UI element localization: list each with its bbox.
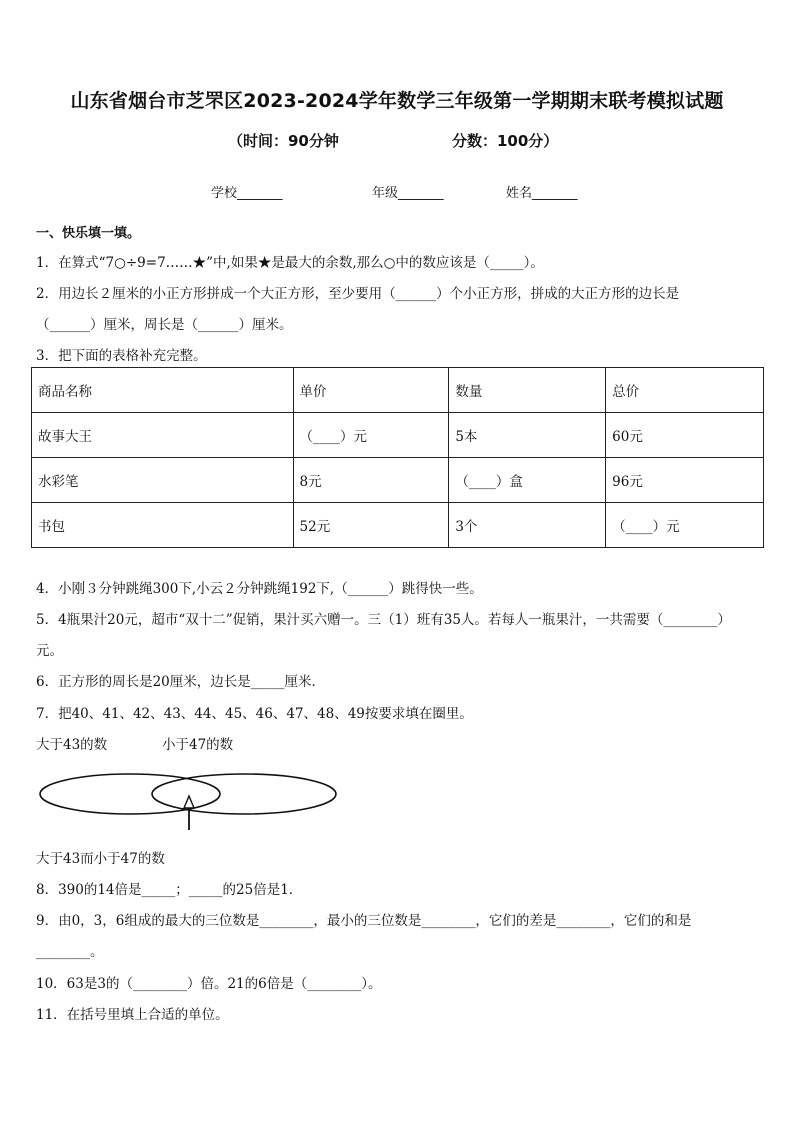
table-header-cell: 单价 [293,368,449,413]
table-header-cell: 商品名称 [32,368,294,413]
question-5-line-2: 元。 [36,643,63,659]
table-cell: （____）元 [606,503,764,548]
page-title: 山东省烟台市芝罘区2023-2024学年数学三年级第一学期期末联考模拟试题 [70,90,724,112]
venn-left-label: 大于43的数 [36,737,108,753]
table-cell: （____）盒 [449,458,606,503]
school-field: 学校_______ [211,186,283,201]
table-row [32,458,764,503]
table-cell: 96元 [606,458,764,503]
question-9-line-2: ________。 [36,944,104,960]
question-9-line-1: 9．由0，3，6组成的最大的三位数是________，最小的三位数是________，它们的差是________，它们的和是 [36,913,692,929]
table-row [32,413,764,458]
question-1: 1．在算式“7○÷9=7……★”中,如果★是最大的余数,那么○中的数应该是（_____）。 [36,255,544,271]
table-header-cell: 总价 [606,368,764,413]
venn-right-ellipse [152,774,336,814]
table-cell: 5本 [449,413,606,458]
time-limit: （时间：90分钟 [228,132,339,150]
question-11: 11．在括号里填上合适的单位。 [36,1007,229,1023]
table-header-row [32,368,764,413]
total-score: 分数：100分） [452,132,559,150]
arrow-up-icon [184,796,194,830]
grade-field: 年级_______ [372,186,444,201]
table-cell: 3个 [449,503,606,548]
table-row [32,503,764,548]
venn-diagram [36,768,346,834]
table-cell: 60元 [606,413,764,458]
question-2-line-1: 2．用边长２厘米的小正方形拼成一个大正方形，至少要用（______）个小正方形，拼成的大正方形的边长是 [36,286,680,302]
question-6: 6．正方形的周长是20厘米，边长是_____厘米． [36,674,326,690]
question-8: 8．390的14倍是_____；_____的25倍是1． [36,882,303,898]
table-cell: 8元 [293,458,449,503]
name-field: 姓名_______ [506,186,578,201]
price-table [31,367,764,548]
question-4: 4．小刚３分钟跳绳300下,小云２分钟跳绳192下,（______）跳得快一些。 [36,581,483,597]
question-2-line-2: （______）厘米，周长是（______）厘米。 [36,317,293,333]
question-5-line-1: 5．4瓶果汁20元，超市“双十二”促销，果汁买六赠一。三（1）班有35人。若每人一瓶果汁，一共需要（________） [36,612,731,628]
table-header-cell: 数量 [449,368,606,413]
venn-right-label: 小于47的数 [162,737,234,753]
table-cell: 水彩笔 [32,458,294,503]
table-cell: （____）元 [293,413,449,458]
question-3: 3．把下面的表格补充完整。 [36,348,207,364]
table-cell: 书包 [32,503,294,548]
table-cell: 52元 [293,503,449,548]
question-7: 7．把40、41、42、43、44、45、46、47、48、49按要求填在圈里。 [36,706,473,722]
section-heading: 一、快乐填一填。 [36,226,141,241]
venn-bottom-label: 大于43而小于47的数 [36,851,165,867]
table-cell: 故事大王 [32,413,294,458]
question-10: 10．63是3的（________）倍。21的6倍是（________）。 [36,976,382,992]
